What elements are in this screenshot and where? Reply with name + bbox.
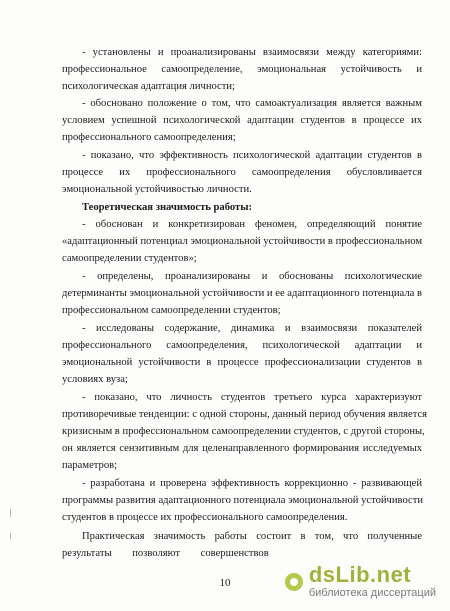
text-line: - показано, что личность студентов третьего курса характеризуют — [82, 392, 422, 403]
text-line: эмоциональной устойчивости в процессе профессионализации студентов в — [62, 357, 422, 368]
text-line: - обосновано положение о том, что самоактуализация является важным — [82, 98, 422, 109]
text-line: - показано, что эффективность психологической адаптации студентов в — [82, 150, 422, 161]
text-line: профессионального самоопределения, психологической адаптации и — [62, 340, 422, 351]
text-line: - обоснован и конкретизирован феномен, определяющий понятие — [82, 219, 422, 230]
text-line: профессиональное самоопределение, эмоциональная устойчивость и — [62, 64, 422, 75]
dslib-logo-icon — [285, 573, 303, 591]
text-line: профессионального самоопределения; — [62, 132, 236, 143]
watermark-subtitle: библиотека диссертаций — [308, 587, 436, 599]
text-line: психологическая адаптация личности; — [62, 81, 235, 92]
text-line: «адаптационный потенциал эмоциональной устойчивости в профессиональном — [62, 236, 423, 247]
text-line: параметров; — [62, 460, 118, 471]
text-line: противоречивые тенденции: с одной стороны, данный период обучения является — [62, 409, 428, 420]
text-line: - определены, проанализированы и обоснованы психологические — [82, 271, 422, 282]
text-line: программы развития адаптационного потенциала эмоциональной устойчивости — [62, 495, 424, 506]
scan-mark — [10, 509, 11, 517]
text-line: - установлены и проанализированы взаимосвязи между категориями: — [82, 47, 422, 58]
text-line: Практическая значимость работы состоит в том, что полученные — [82, 531, 422, 542]
text-line: условием успешной психологической адаптации студентов в процессе их — [62, 115, 422, 126]
watermark-text — [309, 564, 436, 599]
text-line: условиях вуза; — [62, 374, 128, 385]
text-line: - исследованы содержание, динамика и взаимосвязи показателей — [82, 323, 422, 334]
text-line: детерминанты эмоциональной устойчивости и ее адаптационного потенциала в — [62, 288, 422, 299]
text-line: студентов в процессе их профессионального самоопределения. — [62, 512, 348, 523]
scan-mark — [10, 533, 11, 539]
text-line: он является сензитивным для целенаправленного формирования исследуемых — [62, 443, 422, 454]
text-line: самоопределении студентов»; — [62, 253, 197, 264]
section-heading: Теоретическая значимость работы: — [82, 202, 253, 213]
text-line: результаты позволяют совершенствов — [62, 548, 269, 559]
watermark-logo — [285, 564, 436, 599]
text-line: кризисным в профессиональном самоопределении студентов, с другой стороны, — [62, 426, 425, 437]
watermark-brand: dsLib.net — [308, 562, 412, 587]
text-line: эмоциональной устойчивостью личности. — [62, 184, 252, 195]
page-number: 10 — [219, 577, 231, 589]
text-line: - разработана и проверена эффективность коррекционно - развивающей — [82, 478, 422, 489]
text-line: профессиональном самоопределении студентов; — [62, 305, 281, 316]
text-line: процессе их профессионального самоопределения обусловливается — [62, 167, 422, 178]
